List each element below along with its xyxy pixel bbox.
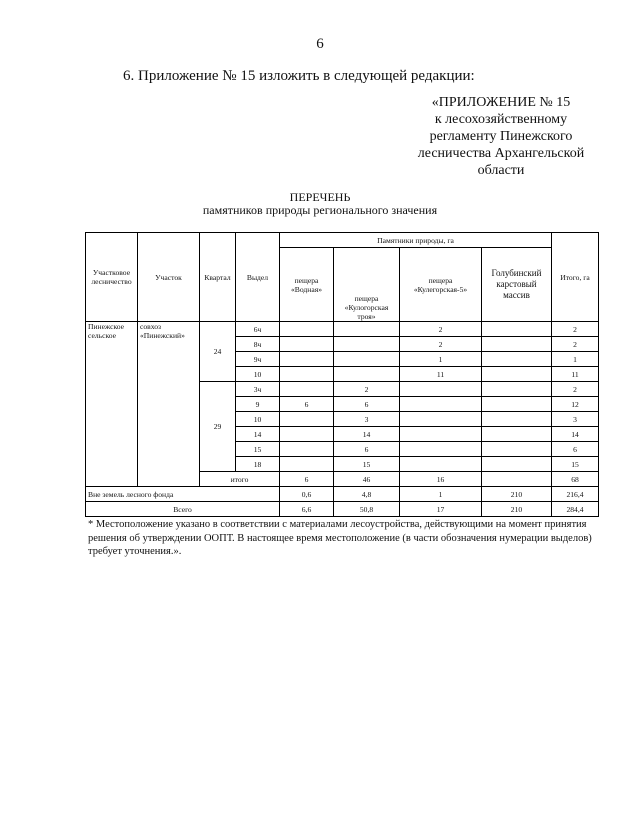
karst-cell [482, 322, 552, 337]
total-cell: 216,4 [552, 487, 599, 502]
k5-cell [400, 442, 482, 457]
header-total: Итого, га [552, 233, 599, 322]
outside-forest-label: Вне земель лесного фонда [86, 487, 280, 502]
compartment-cell: 18 [236, 457, 280, 472]
k5-cell [400, 412, 482, 427]
k5-cell [400, 382, 482, 397]
total-cell: 11 [552, 367, 599, 382]
total-cell: 284,4 [552, 502, 599, 517]
karst-cell [482, 382, 552, 397]
vodnaya-cell [280, 322, 334, 337]
forestry-cell: Пинежское сельское [86, 322, 138, 487]
troya-cell: 15 [334, 457, 400, 472]
troya-cell: 46 [334, 472, 400, 487]
vodnaya-cell: 6,6 [280, 502, 334, 517]
compartment-cell: 8ч [236, 337, 280, 352]
k5-cell [400, 427, 482, 442]
compartment-cell: 9 [236, 397, 280, 412]
troya-cell: 2 [334, 382, 400, 397]
troya-cell [334, 367, 400, 382]
header-quarter: Квартал [200, 233, 236, 322]
quarter-cell: 24 [200, 322, 236, 382]
document-title [0, 191, 640, 217]
k5-cell [400, 457, 482, 472]
total-cell: 2 [552, 322, 599, 337]
vodnaya-cell [280, 412, 334, 427]
header-karst-massif: Голубинский карстовый массив [482, 248, 552, 322]
troya-cell [334, 352, 400, 367]
karst-cell [482, 397, 552, 412]
compartment-cell: 15 [236, 442, 280, 457]
total-cell: 12 [552, 397, 599, 412]
outside-forest-row [86, 487, 599, 502]
karst-cell [482, 442, 552, 457]
k5-cell [400, 397, 482, 412]
vodnaya-cell [280, 337, 334, 352]
total-cell: 1 [552, 352, 599, 367]
total-cell: 2 [552, 337, 599, 352]
header-forestry: Участковое лесничество [86, 233, 138, 322]
quarter-cell: 29 [200, 382, 236, 472]
appendix-line: регламенту Пинежского [429, 129, 573, 144]
monuments-table [85, 232, 599, 517]
grand-total-row [86, 502, 599, 517]
appendix-line: «ПРИЛОЖЕНИЕ № 15 [431, 95, 571, 110]
karst-cell [482, 472, 552, 487]
compartment-cell: 10 [236, 412, 280, 427]
k5-cell: 1 [400, 352, 482, 367]
header-monuments-group: Памятники природы, га [280, 233, 552, 248]
k5-cell: 16 [400, 472, 482, 487]
total-cell: 2 [552, 382, 599, 397]
karst-cell [482, 427, 552, 442]
karst-cell: 210 [482, 487, 552, 502]
karst-cell [482, 352, 552, 367]
vodnaya-cell: 0,6 [280, 487, 334, 502]
subtotal-label: итого [200, 472, 280, 487]
page-number: 6 [316, 36, 324, 52]
vodnaya-cell [280, 427, 334, 442]
karst-cell [482, 457, 552, 472]
total-cell: 3 [552, 412, 599, 427]
footnote: * Местоположение указано в соответствии с материалами лесоустройства, действующими на момент принятия решения об утверждении ООПТ. В настоящее время местоположение (в части обозначения нумерации выделов) требует уточнения.». [88, 519, 592, 557]
title-line: памятников природы регионального значения [202, 203, 438, 217]
instruction-paragraph: 6. Приложение № 15 изложить в следующей редакции: [123, 68, 475, 84]
header-site: Участок [138, 233, 200, 322]
title-line: ПЕРЕЧЕНЬ [289, 190, 351, 204]
table-row [86, 322, 599, 337]
karst-cell [482, 412, 552, 427]
k5-cell: 2 [400, 322, 482, 337]
troya-cell [334, 322, 400, 337]
appendix-line: области [477, 163, 525, 178]
total-cell: 6 [552, 442, 599, 457]
appendix-line: лесничества Архангельской [417, 146, 585, 161]
k5-cell: 1 [400, 487, 482, 502]
karst-cell [482, 367, 552, 382]
vodnaya-cell [280, 382, 334, 397]
vodnaya-cell [280, 352, 334, 367]
vodnaya-cell [280, 367, 334, 382]
header-cave-vodnaya: пещера «Водная» [280, 248, 334, 322]
troya-cell: 14 [334, 427, 400, 442]
compartment-cell: 9ч [236, 352, 280, 367]
header-compartment: Выдел [236, 233, 280, 322]
troya-cell: 6 [334, 442, 400, 457]
appendix-heading [408, 94, 594, 179]
grand-total-label: Всего [86, 502, 280, 517]
total-cell: 15 [552, 457, 599, 472]
compartment-cell: 10 [236, 367, 280, 382]
appendix-line: к лесохозяйственному [434, 112, 568, 127]
troya-cell: 50,8 [334, 502, 400, 517]
troya-cell: 6 [334, 397, 400, 412]
vodnaya-cell: 6 [280, 397, 334, 412]
troya-cell: 3 [334, 412, 400, 427]
karst-cell: 210 [482, 502, 552, 517]
k5-cell: 11 [400, 367, 482, 382]
total-cell: 14 [552, 427, 599, 442]
troya-cell [334, 337, 400, 352]
compartment-cell: 14 [236, 427, 280, 442]
troya-cell: 4,8 [334, 487, 400, 502]
vodnaya-cell: 6 [280, 472, 334, 487]
compartment-cell: 6ч [236, 322, 280, 337]
k5-cell: 17 [400, 502, 482, 517]
k5-cell: 2 [400, 337, 482, 352]
vodnaya-cell [280, 442, 334, 457]
header-cave-kulegorskaya5: пещера «Кулегорская-5» [400, 248, 482, 322]
karst-cell [482, 337, 552, 352]
total-cell: 68 [552, 472, 599, 487]
vodnaya-cell [280, 457, 334, 472]
header-cave-kulogorskaya: пещера «Кулогорская троя» [334, 248, 400, 322]
site-cell: совхоз «Пинежский» [138, 322, 200, 487]
compartment-cell: 3ч [236, 382, 280, 397]
